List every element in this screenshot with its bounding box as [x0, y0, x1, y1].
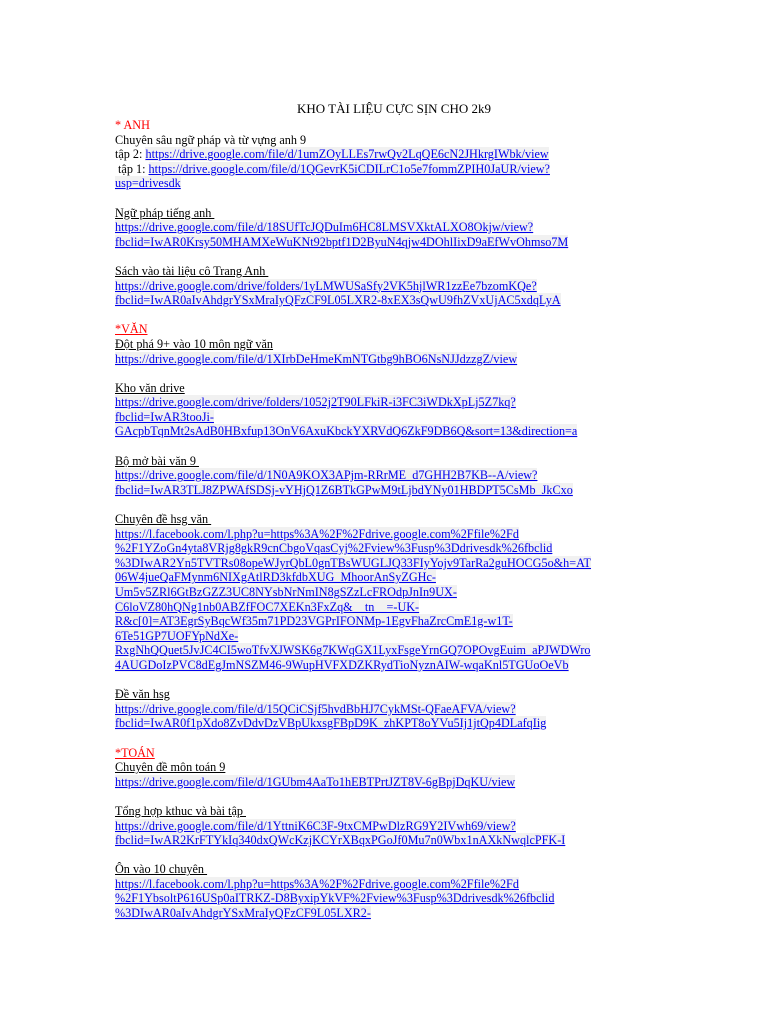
- resource-block: [115, 760, 655, 789]
- resource-line: [115, 176, 655, 191]
- drive-link[interactable]: https://drive.google.com/file/d/1YttniK6C3F-9txCMPwDlzRG9Y2IVwh69/view?: [115, 818, 516, 833]
- drive-link[interactable]: https://drive.google.com/file/d/1umZOyLLEs7rwQv2LqQE6cN2JHkrgIWbk/view: [145, 147, 549, 162]
- resource-line: [115, 585, 655, 600]
- resource-block: [115, 337, 655, 366]
- resource-block: [115, 133, 655, 191]
- resource-label: Chuyên sâu ngữ pháp và từ vựng anh 9: [115, 132, 307, 147]
- resource-line: [115, 279, 655, 294]
- volume-prefix: tập 2:: [115, 147, 146, 162]
- drive-link[interactable]: https://drive.google.com/file/d/1XIrbDeHmeKmNTGtbg9hBO6NsNJJdzzgZ/view: [115, 351, 518, 366]
- resource-label: Bộ mở bài văn 9: [115, 453, 199, 468]
- facebook-link[interactable]: R&c[0]=AT3EgrSyBqcWf35m71PD23VGPrIFONMp-1EgvFhaZrcCmE1g-w1T-: [115, 614, 513, 629]
- facebook-link[interactable]: C6loVZ80hQNg1nb0ABZfFOC7XEKn3FxZq&__tn__=-UK-: [115, 599, 420, 614]
- facebook-link[interactable]: %2F1YZoGn4yta8VRjg8gkR9cnCbgoVqasCyj%2Fview%3Fusp%3Ddrivesdk%26fbclid: [115, 541, 553, 556]
- resource-line: [115, 424, 655, 439]
- resource-line: [115, 541, 655, 556]
- resource-block: [115, 206, 655, 250]
- drive-link[interactable]: https://drive.google.com/drive/folders/1yLMWUSaSfy2VK5hjlWR1zzEe7bzomKQe?: [115, 278, 537, 293]
- resource-label: Ngữ pháp tiếng anh: [115, 205, 215, 220]
- resource-line: [115, 877, 655, 892]
- resource-line: [115, 906, 655, 921]
- drive-link[interactable]: usp=drivesdk: [115, 176, 181, 191]
- drive-link[interactable]: fbclid=IwAR0f1pXdo8ZvDdvDzVBpUkxsgFBpD9K_zhKPT8oYVu5Ij1jtQp4DLafqIig: [115, 716, 547, 731]
- facebook-link[interactable]: https://l.facebook.com/l.php?u=https%3A%2F%2Fdrive.google.com%2Ffile%2Fd: [115, 876, 519, 891]
- resource-line: [115, 527, 655, 542]
- resource-block: [115, 862, 655, 920]
- drive-link[interactable]: GAcpbTqnMt2sAdB0HBxfup13OnV6AxuKbckYXRVdQ6ZkF9DB6Q&sort=13&direction=a: [115, 424, 578, 439]
- resource-line: [115, 614, 655, 629]
- drive-link[interactable]: https://drive.google.com/file/d/1GUbm4AaTo1hEBTPrtJZT8V-6gBpjDqKU/view: [115, 774, 516, 789]
- resource-label: Ôn vào 10 chuyên: [115, 862, 208, 877]
- resource-line: [115, 702, 655, 717]
- facebook-link[interactable]: %3DIwAR0aIvAhdgrYSxMraIyQFzCF9L05LXR2-: [115, 906, 371, 921]
- resource-line: [115, 293, 655, 308]
- document-page: [115, 100, 655, 935]
- facebook-link[interactable]: %2F1YbsoltP616USp0aITRKZ-D8ByxipYkVF%2Fview%3Fusp%3Ddrivesdk%26fbclid: [115, 891, 555, 906]
- resource-block: [115, 512, 655, 673]
- section-heading-van: *VĂN: [115, 322, 148, 337]
- resource-line: [115, 235, 655, 250]
- drive-link[interactable]: fbclid=IwAR0aIvAhdgrYSxMraIyQFzCF9L05LXR2-8xEX3sQwU9fhZVxUjAC5xdqLyA: [115, 293, 561, 308]
- document-title: KHO TÀI LIỆU CỰC SỊN CHO 2k9: [296, 101, 491, 116]
- resource-line: [115, 716, 655, 731]
- resource-line: [115, 483, 655, 498]
- resource-line: [115, 147, 655, 162]
- drive-link[interactable]: fbclid=IwAR3TLJ8ZPWAfSDSj-vYHjQ1Z6BTkGPwM9tLjbdYNy01HBDPT5CsMb_JkCxo: [115, 482, 573, 497]
- facebook-link[interactable]: 06W4jueQaFMynm6NIXgAtlRD3kfdbXUG_MhoorAnSyZGHc-: [115, 570, 436, 585]
- drive-link[interactable]: https://drive.google.com/drive/folders/1052j2T90LFkiR-i3FC3iWDkXpLj5Z7kq?: [115, 395, 516, 410]
- resource-block: [115, 381, 655, 439]
- section-heading-toan: *TOÁN: [115, 745, 155, 760]
- resource-line: [115, 629, 655, 644]
- resource-line: [115, 819, 655, 834]
- facebook-link[interactable]: 6Te51GP7UOFYpNdXe-: [115, 628, 239, 643]
- resource-label: Chuyên đề hsg văn: [115, 512, 212, 527]
- resource-block: [115, 454, 655, 498]
- drive-link[interactable]: fbclid=IwAR2KrFTYkIq340dxQWcKzjKCYrXBqxPGoJf0Mu7n0Wbx1nAXkNwqlcPFK-I: [115, 833, 566, 848]
- drive-link[interactable]: fbclid=IwAR3tooJi-: [115, 409, 214, 424]
- facebook-link[interactable]: %3DIwAR2Yn5TVTRs08opeWJyrQbL0gnTBsWUGLJQ33FIyYojv9TarRa2guHOCG5o&h=AT: [115, 555, 592, 570]
- resource-block: [115, 804, 655, 848]
- resource-label: Tổng hợp kthuc và bài tập: [115, 803, 246, 818]
- resource-line: [115, 833, 655, 848]
- resource-line: [115, 891, 655, 906]
- resource-line: [115, 775, 655, 790]
- resource-line: [115, 220, 655, 235]
- facebook-link[interactable]: 4AUGDoIzPVC8dEgJmNSZM46-9WupHVFXDZKRydTioNyznAIW-wqaKnl5TGUoOeVb: [115, 657, 569, 672]
- resource-line: [115, 410, 655, 425]
- resource-label: Đề văn hsg: [115, 687, 170, 702]
- drive-link[interactable]: https://drive.google.com/file/d/15QCiCSjf5hvdBbHJ7CykMSt-QFaeAFVA/view?: [115, 701, 516, 716]
- resource-block: [115, 264, 655, 308]
- resource-line: [115, 600, 655, 615]
- resource-line: [115, 556, 655, 571]
- facebook-link[interactable]: https://l.facebook.com/l.php?u=https%3A%2F%2Fdrive.google.com%2Ffile%2Fd: [115, 526, 519, 541]
- drive-link[interactable]: fbclid=IwAR0Krsy50MHAMXeWuKNt92bptf1D2ByuN4qjw4DOhlIixD9aEfWvOhmso7M: [115, 234, 569, 249]
- facebook-link[interactable]: Um5v5ZRl6GtBzGZZ3UC8NYsbNrNmIN8gSZzLcFROdpJnIn9UX-: [115, 585, 457, 599]
- drive-link[interactable]: https://drive.google.com/file/d/1QGevrK5iCDILrC1o5e7fommZPIH0JaUR/view?: [148, 161, 550, 176]
- drive-link[interactable]: https://drive.google.com/file/d/1N0A9KOX3APjm-RRrME_d7GHH2B7KB--A/view?: [115, 468, 538, 483]
- resource-line: [115, 162, 655, 177]
- resource-label: Chuyên đề môn toán 9: [115, 760, 226, 775]
- resource-line: [115, 643, 655, 658]
- resource-line: [115, 570, 655, 585]
- section-heading-anh: * ANH: [115, 118, 150, 132]
- resource-line: [115, 352, 655, 367]
- resource-line: [115, 395, 655, 410]
- volume-prefix: tập 1:: [115, 161, 149, 176]
- drive-link[interactable]: https://drive.google.com/file/d/18SUfTcJQDuIm6HC8LMSVXktALXO8Okjw/view?: [115, 220, 534, 235]
- resource-block: [115, 687, 655, 731]
- resource-label: Đột phá 9+ vào 10 môn ngữ văn: [115, 336, 274, 351]
- resource-line: [115, 658, 655, 673]
- facebook-link[interactable]: RxgNhQQuet5JvJC4CI5woTfvXJWSK6g7KWqGX1LyxFsgeYrnGQ7OPOvgEuim_aPJWDWro: [115, 643, 591, 658]
- resource-line: [115, 468, 655, 483]
- resource-label: Kho văn drive: [115, 380, 185, 395]
- resource-label: Sách vào tài liệu cô Trang Anh: [115, 263, 269, 278]
